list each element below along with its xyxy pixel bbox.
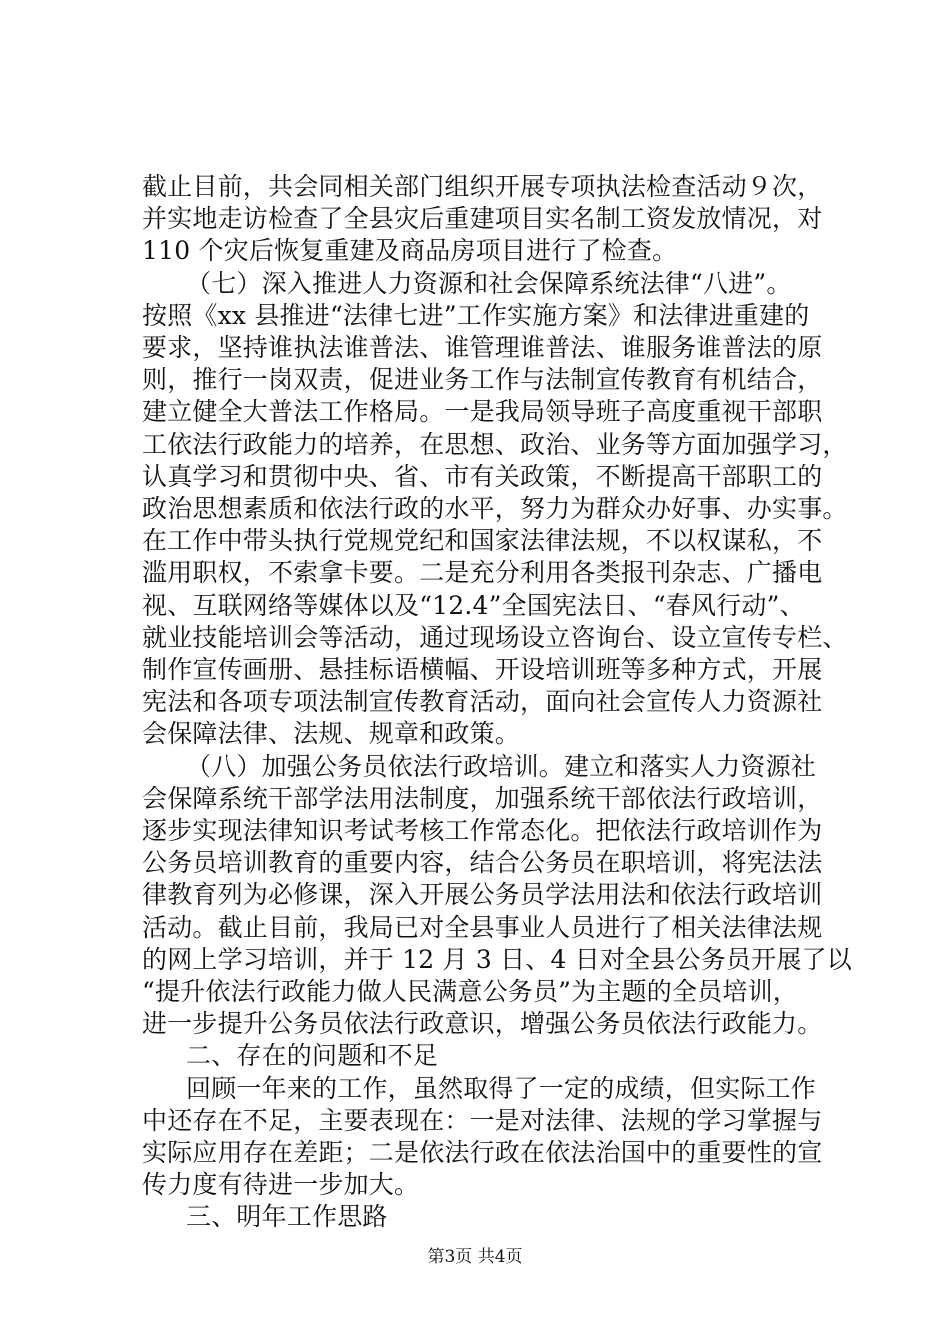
text-line: 活动。截止目前，我局已对全县事业人员进行了相关法律法规 [142, 913, 823, 942]
text-line: 进一步提升公务员依法行政意识，增强公务员依法行政能力。 [142, 1009, 823, 1038]
text-line: 律教育列为必修课，深入开展公务员学法用法和依法行政培训 [142, 880, 823, 909]
text-line: 视、互联网络等媒体以及“12.4”全国宪法日、“春风行动”、 [142, 591, 805, 620]
page-number-footer: 第3页 共4页 [427, 1247, 523, 1267]
text-line: 截止目前，共会同相关部门组织开展专项执法检查活动９次， [142, 172, 823, 201]
section-heading-7: （七）深入推进人力资源和社会保障系统法律“八进”。 [186, 269, 792, 298]
section-heading-2: 二、存在的问题和不足 [186, 1041, 439, 1070]
text-line: 回顾一年来的工作，虽然取得了一定的成绩，但实际工作 [186, 1074, 817, 1103]
text-line: 认真学习和贯彻中央、省、市有关政策，不断提高干部职工的 [142, 462, 823, 491]
text-line: 会保障法律、法规、规章和政策。 [142, 719, 521, 748]
text-line: 就业技能培训会等活动，通过现场设立咨询台、设立宣传专栏、 [142, 623, 848, 652]
text-line: 按照《xx 县推进“法律七进”工作实施方案》和法律进重建的 [142, 301, 810, 330]
text-line: 公务员培训教育的重要内容，结合公务员在职培训，将宪法法 [142, 848, 823, 877]
section-heading-3: 三、明年工作思路 [186, 1202, 388, 1231]
text-line: 的网上学习培训，并于 12 月 3 日、4 日对全县公务员开展了以 [142, 945, 852, 974]
text-line: 会保障系统干部学法用法制度，加强系统干部依法行政培训， [142, 784, 823, 813]
text-line: 建立健全大普法工作格局。一是我局领导班子高度重视干部职 [142, 397, 823, 426]
text-line: 实际应用存在差距；二是依法行政在依法治国中的重要性的宣 [142, 1138, 823, 1167]
text-line: “提升依法行政能力做人民满意公务员”为主题的全员培训， [142, 977, 798, 1006]
text-line: 要求，坚持谁执法谁普法、谁管理谁普法、谁服务谁普法的原 [142, 333, 823, 362]
text-line: 则，推行一岗双责，促进业务工作与法制宣传教育有机结合， [142, 365, 823, 394]
text-line: 并实地走访检查了全县灾后重建项目实名制工资发放情况，对 [142, 204, 823, 233]
text-line: 滥用职权，不索拿卡要。二是充分利用各类报刊杂志、广播电 [142, 558, 823, 587]
text-line: 工依法行政能力的培养，在思想、政治、业务等方面加强学习， [142, 430, 848, 459]
text-line: 传力度有待进一步加大。 [142, 1170, 420, 1199]
text-line: 制作宣传画册、悬挂标语横幅、开设培训班等多种方式，开展 [142, 655, 823, 684]
text-line: 中还存在不足，主要表现在：一是对法律、法规的学习掌握与 [142, 1106, 823, 1135]
section-heading-8: （八）加强公务员依法行政培训。建立和落实人力资源社 [186, 752, 817, 781]
text-line: 政治思想素质和依法行政的水平，努力为群众办好事、办实事。 [142, 494, 848, 523]
text-line: 逐步实现法律知识考试考核工作常态化。把依法行政培训作为 [142, 816, 823, 845]
text-line: 宪法和各项专项法制宣传教育活动，面向社会宣传人力资源社 [142, 687, 823, 716]
text-line: 110 个灾后恢复重建及商品房项目进行了检查。 [142, 236, 678, 265]
text-line: 在工作中带头执行党规党纪和国家法律法规，不以权谋私，不 [142, 526, 823, 555]
